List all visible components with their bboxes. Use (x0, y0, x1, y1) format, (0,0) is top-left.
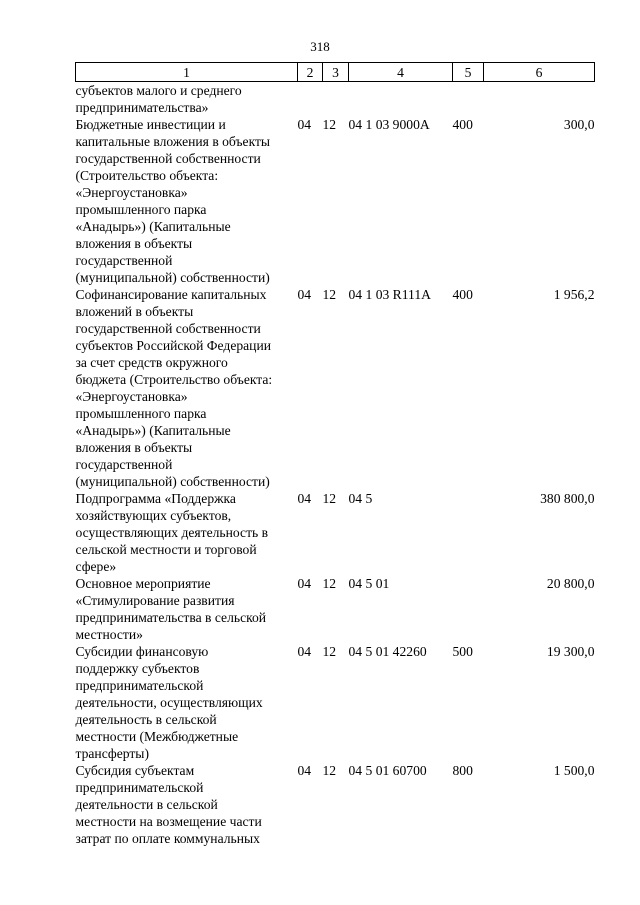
amount: 380 800,0 (540, 491, 595, 506)
expense-type-code: 500 (452, 644, 473, 659)
budget-table (75, 62, 595, 847)
amount: 20 800,0 (546, 576, 595, 591)
header-col-5: 5 (453, 63, 484, 82)
item-name (76, 490, 298, 575)
expense-type-code (453, 490, 484, 575)
header-col-3: 3 (323, 63, 349, 82)
item-name-line: вложения в объекты (75, 236, 193, 251)
subsection-code (323, 82, 349, 117)
item-name-line: местности (Межбюджетные (75, 729, 239, 744)
section-code: 04 (297, 576, 312, 591)
item-name (76, 82, 298, 117)
item-name-line: Основное мероприятие (75, 576, 211, 591)
table-row (76, 490, 595, 575)
item-name-line: за счет средств окружного (75, 355, 228, 370)
section-code: 04 (297, 644, 312, 659)
section-code (298, 82, 323, 117)
item-name (76, 643, 298, 762)
subsection-code: 12 (322, 117, 337, 132)
item-name-line: государственной (75, 457, 173, 472)
subsection-code: 12 (322, 287, 337, 302)
item-name-line: предпринимательской (75, 780, 204, 795)
item-name-line: хозяйствующих субъектов, (75, 508, 232, 523)
subsection-code: 12 (322, 644, 337, 659)
item-name-line: Подпрограмма «Поддержка (75, 491, 236, 506)
table-row (76, 643, 595, 762)
target-item-code: 04 5 01 (348, 576, 390, 591)
target-item-code: 04 1 03 9000А (348, 117, 430, 132)
item-name-line: «Стимулирование развития (75, 593, 235, 608)
expense-type-code: 400 (452, 117, 473, 132)
item-name (76, 116, 298, 286)
target-item-code: 04 1 03 R111A (348, 287, 431, 302)
section-code: 04 (297, 491, 312, 506)
table-row (76, 762, 595, 847)
item-name-line: субъектов Российской Федерации (75, 338, 272, 353)
amount: 1 956,2 (553, 287, 595, 302)
subsection-code: 12 (322, 491, 337, 506)
expense-type-code: 800 (452, 763, 473, 778)
item-name-line: предпринимательской (75, 678, 204, 693)
table-row (76, 286, 595, 490)
section-code: 04 (297, 287, 312, 302)
item-name-line: государственной собственности (75, 151, 261, 166)
target-item-code: 04 5 01 60700 (348, 763, 427, 778)
expense-type-code (453, 575, 484, 643)
item-name-line: Субсидии финансовую (75, 644, 209, 659)
item-name-line: местности на возмещение части (75, 814, 262, 829)
target-item-code: 04 5 01 42260 (348, 644, 427, 659)
column-number-header (76, 63, 595, 82)
item-name-line: (муниципальной) собственности) (75, 270, 270, 285)
item-name-line: капитальные вложения в объекты (75, 134, 271, 149)
item-name-line: осуществляющих деятельность в (75, 525, 269, 540)
section-code: 04 (297, 117, 312, 132)
item-name-line: Субсидия субъектам (75, 763, 195, 778)
section-code: 04 (297, 763, 312, 778)
item-name-line: поддержку субъектов (75, 661, 200, 676)
table-row (76, 575, 595, 643)
item-name-line: промышленного парка (75, 202, 207, 217)
item-name-line: промышленного парка (75, 406, 207, 421)
table-row (76, 116, 595, 286)
subsection-code: 12 (322, 763, 337, 778)
item-name-line: Бюджетные инвестиции и (75, 117, 226, 132)
item-name (76, 286, 298, 490)
header-col-4: 4 (349, 63, 453, 82)
header-col-2: 2 (298, 63, 323, 82)
item-name (76, 762, 298, 847)
item-name-line: деятельности в сельской (75, 797, 218, 812)
item-name-line: субъектов малого и среднего (75, 83, 242, 98)
header-col-1: 1 (76, 63, 298, 82)
item-name-line: деятельности, осуществляющих (75, 695, 263, 710)
header-col-6: 6 (484, 63, 595, 82)
item-name-line: сфере» (75, 559, 117, 574)
item-name-line: государственной собственности (75, 321, 261, 336)
item-name-line: вложений в объекты (75, 304, 194, 319)
expense-type-code: 400 (452, 287, 473, 302)
amount: 300,0 (563, 117, 595, 132)
amount (484, 82, 595, 117)
item-name (76, 575, 298, 643)
item-name-line: предпринимательства» (75, 100, 209, 115)
subsection-code: 12 (322, 576, 337, 591)
item-name-line: «Анадырь») (Капитальные (75, 219, 231, 234)
item-name-line: «Энергоустановка» (75, 389, 188, 404)
item-name-line: «Энергоустановка» (75, 185, 188, 200)
target-item-code (349, 82, 453, 117)
amount: 19 300,0 (546, 644, 595, 659)
item-name-line: «Анадырь») (Капитальные (75, 423, 231, 438)
item-name-line: Софинансирование капитальных (75, 287, 267, 302)
item-name-line: государственной (75, 253, 173, 268)
item-name-line: (муниципальной) собственности) (75, 474, 270, 489)
item-name-line: деятельность в сельской (75, 712, 217, 727)
item-name-line: бюджета (Строительство объекта: (75, 372, 273, 387)
item-name-line: (Строительство объекта: (75, 168, 219, 183)
item-name-line: местности» (75, 627, 143, 642)
target-item-code: 04 5 (348, 491, 373, 506)
item-name-line: вложения в объекты (75, 440, 193, 455)
table-row (76, 82, 595, 117)
item-name-line: трансферты) (75, 746, 149, 761)
amount: 1 500,0 (553, 763, 595, 778)
item-name-line: сельской местности и торговой (75, 542, 257, 557)
expense-type-code (453, 82, 484, 117)
item-name-line: затрат по оплате коммунальных (75, 831, 260, 846)
item-name-line: предпринимательства в сельской (75, 610, 267, 625)
page-number: 318 (310, 39, 330, 54)
